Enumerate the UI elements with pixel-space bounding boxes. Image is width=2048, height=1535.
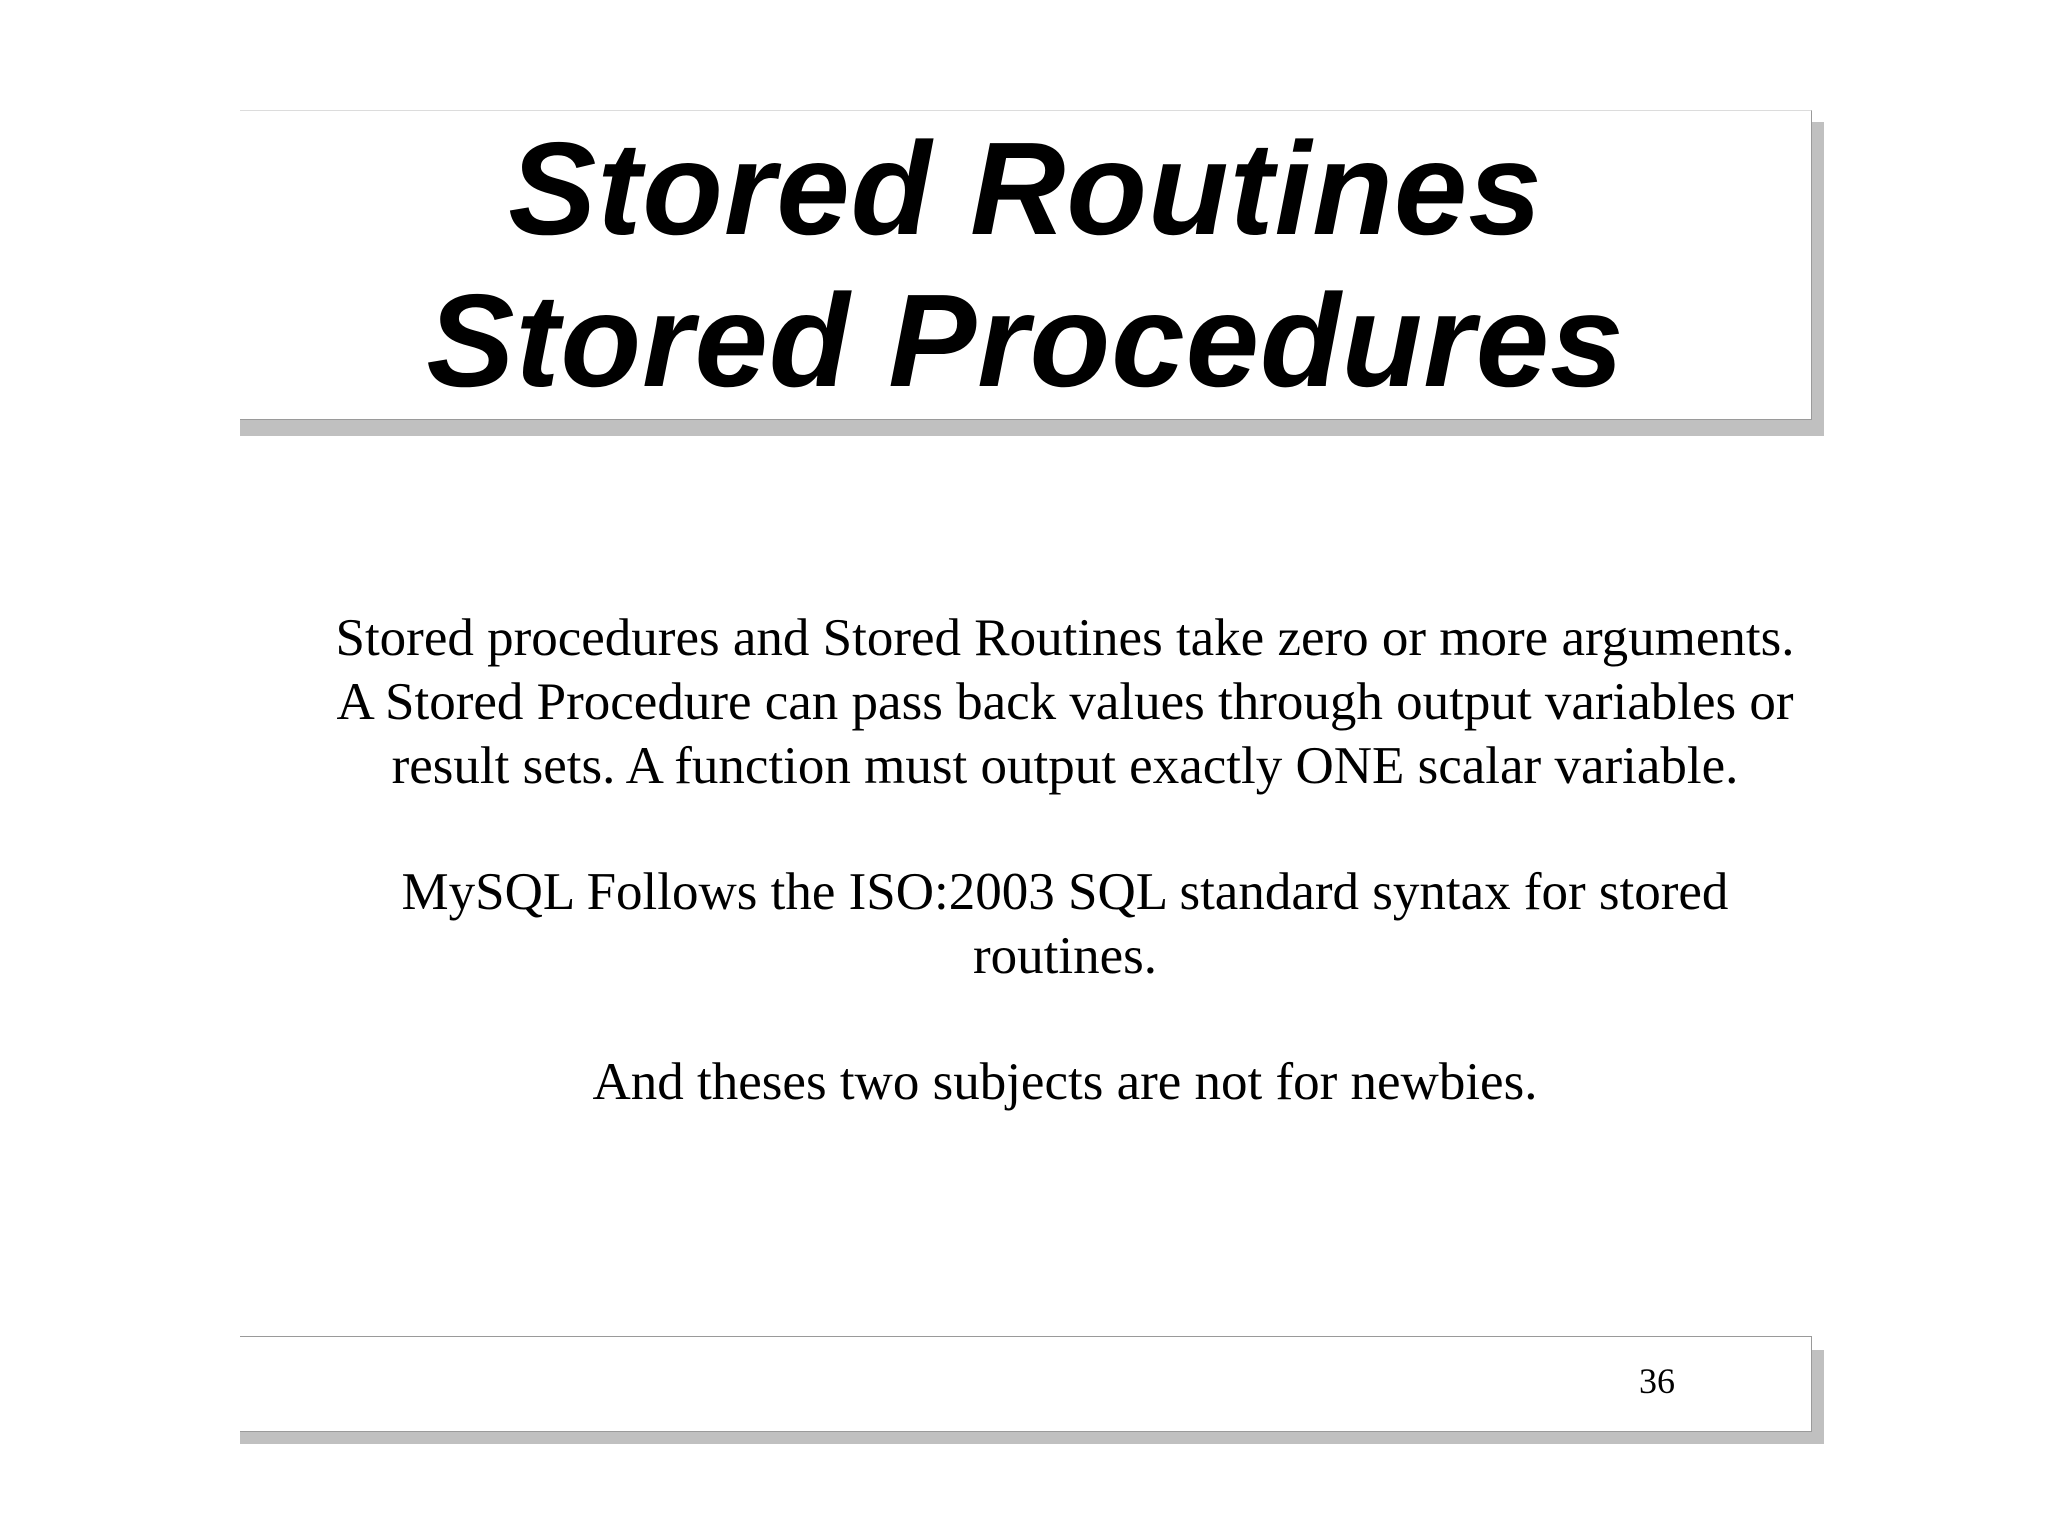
slide-title-line-1: Stored Routines: [508, 115, 1543, 262]
footer-box: [240, 1336, 1812, 1432]
body-paragraph-standard: MySQL Follows the ISO:2003 SQL standard syntax for stored routines.: [401, 863, 1729, 985]
body-paragraph-arguments: Stored procedures and Stored Routines take zero or more arguments. A Stored Procedure can pass back values through output variables or result sets. A function must output exactly ONE scalar variable.: [335, 609, 1795, 795]
slide-title-line-2: Stored Procedures: [426, 267, 1625, 414]
page-number: 36: [1639, 1361, 1675, 1401]
title-box: [240, 110, 1812, 420]
slide-body: [330, 606, 1800, 1114]
body-paragraph-newbies: And theses two subjects are not for newbies.: [592, 1053, 1538, 1111]
